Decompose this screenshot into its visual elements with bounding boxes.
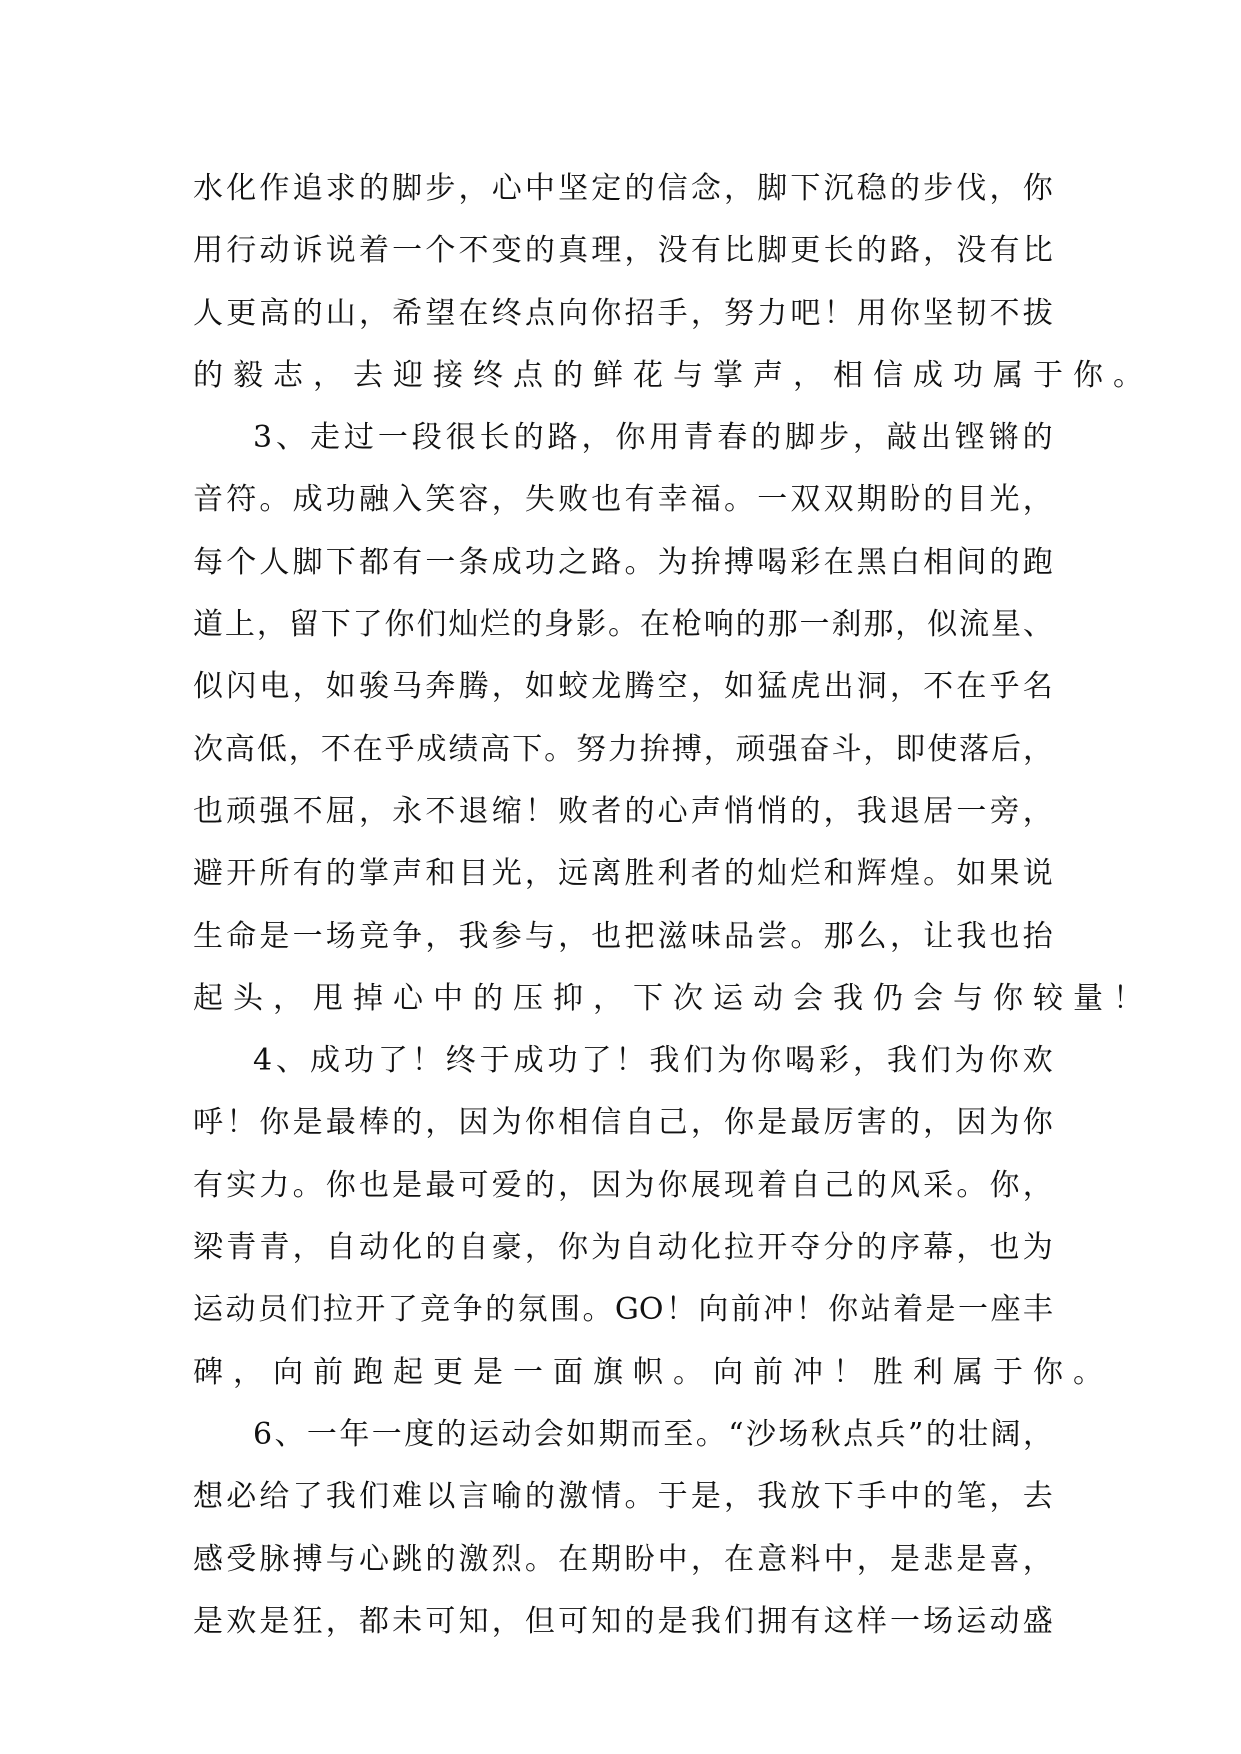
text-line: 人 更 高 的 山 ， 希 望 在 终 点 向 你 招 手 ， 努 力 吧 ！ 用 你 坚 韧 不 拔 (193, 295, 1053, 331)
text-line: 4 、 成 功 了 ！ 终 于 成 功 了 ！ 我 们 为 你 喝 彩 ， 我 们 为 你 欢 (253, 1043, 1053, 1079)
text-line: 音 符 。 成 功 融 入 笑 容 ， 失 败 也 有 幸 福 。 一 双 双 期 盼 的 目 光 ， (193, 482, 1053, 518)
text-line: 也 顽 强 不 屈 ， 永 不 退 缩 ！ 败 者 的 心 声 悄 悄 的 ， 我 退 居 一 旁 ， (193, 793, 1053, 829)
text-line: 梁 青 青 ， 自 动 化 的 自 豪 ， 你 为 自 动 化 拉 开 夺 分 的 序 幕 ， 也 为 (193, 1230, 1053, 1266)
text-line: 似 闪 电 ， 如 骏 马 奔 腾 ， 如 蛟 龙 腾 空 ， 如 猛 虎 出 洞 ， 不 在 乎 名 (193, 669, 1053, 705)
text-line: 呼 ！ 你 是 最 棒 的 ， 因 为 你 相 信 自 己 ， 你 是 最 厉 害 的 ， 因 为 你 (193, 1105, 1053, 1141)
text-line: 3 、 走 过 一 段 很 长 的 路 ， 你 用 青 春 的 脚 步 ， 敲 出 铿 锵 的 (253, 420, 1053, 456)
text-line: 道 上 ， 留 下 了 你 们 灿 烂 的 身 影 。 在 枪 响 的 那 一 刹 那 ， 似 流 星 、 (193, 607, 1053, 643)
text-line: 起 头 ， 甩 掉 心 中 的 压 抑 ， 下 次 运 动 会 我 仍 会 与 你 较 量 ！ (193, 980, 1153, 1016)
text-line: 是 欢 是 狂 ， 都 未 可 知 ， 但 可 知 的 是 我 们 拥 有 这 样 一 场 运 动 盛 (193, 1603, 1053, 1639)
text-line: 每 个 人 脚 下 都 有 一 条 成 功 之 路 。 为 拚 搏 喝 彩 在 黑 白 相 间 的 跑 (193, 544, 1053, 580)
text-line: 避 开 所 有 的 掌 声 和 目 光 ， 远 离 胜 利 者 的 灿 烂 和 辉 煌 。 如 果 说 (193, 856, 1053, 892)
text-line: 生 命 是 一 场 竞 争 ， 我 参 与 ， 也 把 滋 味 品 尝 。 那 么 ， 让 我 也 抬 (193, 918, 1053, 954)
text-line: 感 受 脉 搏 与 心 跳 的 激 烈 。 在 期 盼 中 ， 在 意 料 中 ， 是 悲 是 喜 ， (193, 1541, 1053, 1577)
text-line: 的 毅 志 ， 去 迎 接 终 点 的 鲜 花 与 掌 声 ， 相 信 成 功 属 于 你 。 (193, 357, 1153, 393)
text-line: 用 行 动 诉 说 着 一 个 不 变 的 真 理 ， 没 有 比 脚 更 长 的 路 ， 没 有 比 (193, 233, 1053, 269)
text-line: 有 实 力 。 你 也 是 最 可 爱 的 ， 因 为 你 展 现 着 自 己 的 风 采 。 你 ， (193, 1167, 1053, 1203)
text-line: 次 高 低 ， 不 在 乎 成 绩 高 下 。 努 力 拚 搏 ， 顽 强 奋 斗 ， 即 使 落 后 ， (193, 731, 1053, 767)
document-body (193, 158, 1153, 1653)
text-line: 水 化 作 追 求 的 脚 步 ， 心 中 坚 定 的 信 念 ， 脚 下 沉 稳 的 步 伐 ， 你 (193, 171, 1053, 206)
text-line: 运 动 员 们 拉 开 了 竞 争 的 氛 围 。 GO ！ 向 前 冲 ！ 你 站 着 是 一 座 丰 (193, 1292, 1053, 1328)
text-line: 想 必 给 了 我 们 难 以 言 喻 的 激 情 。 于 是 ， 我 放 下 手 中 的 笔 ， 去 (193, 1479, 1053, 1515)
text-line: 碑 ， 向 前 跑 起 更 是 一 面 旗 帜 。 向 前 冲 ！ 胜 利 属 于 你 。 (193, 1354, 1113, 1390)
text-line: 6 、 一 年 一 度 的 运 动 会 如 期 而 至 。 “ 沙 场 秋 点 兵 ” 的 壮 阔 ， (253, 1416, 1053, 1452)
